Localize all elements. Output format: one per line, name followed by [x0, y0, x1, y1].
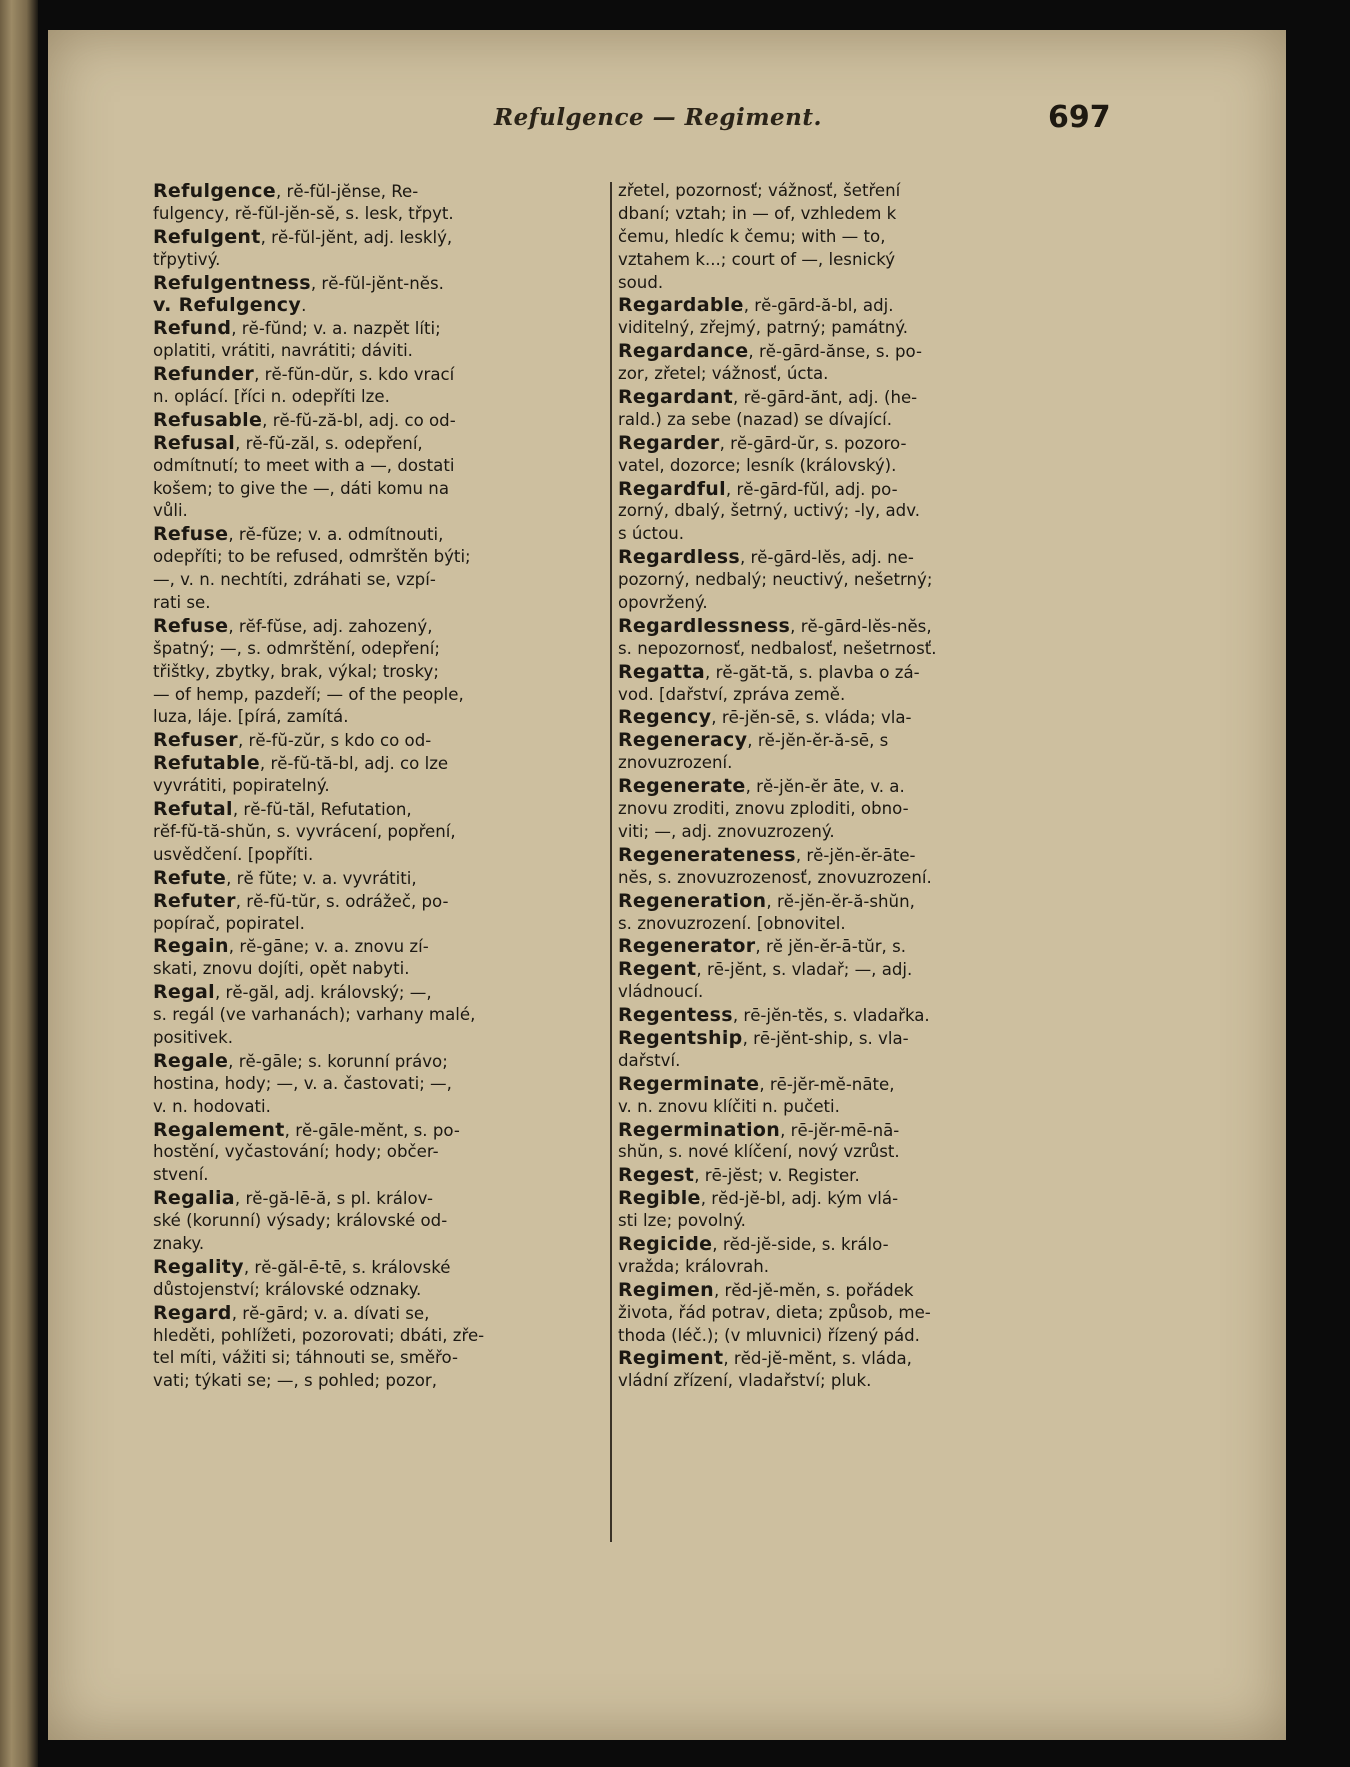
text-line: Regicide, rĕd-jĕ-side, s. králo-	[618, 1232, 889, 1255]
text-line: Regardable, rĕ-gārd-ă-bl, adj.	[618, 294, 894, 317]
text-line: viditelný, zřejmý, patrný; památný.	[618, 318, 909, 338]
text-line: Refutal, rĕ-fŭ-tăl, Refutation,	[153, 798, 412, 821]
text-line: Regenerator, rĕ jĕn-ĕr-ā-tŭr, s.	[618, 935, 907, 958]
text-line: Regiment, rĕd-jĕ-mĕnt, s. vláda,	[618, 1347, 912, 1370]
running-head: Refulgence — Regiment.	[493, 104, 823, 131]
text-line: nĕs, s. znovuzrozenosť, znovuzrození.	[618, 867, 932, 887]
page-header	[48, 100, 1286, 150]
text-line: v. n. hodovati.	[153, 1096, 271, 1116]
text-line: soud.	[618, 272, 664, 292]
text-line: n. oplácí. [říci n. odepříti lze.	[153, 387, 390, 407]
text-line: Refusal, rĕ-fŭ-zăl, s. odepření,	[153, 431, 423, 454]
column-divider	[610, 182, 612, 1542]
text-line: rati se.	[153, 593, 211, 613]
text-line: života, řád potrav, dieta; způsob, me-	[618, 1302, 931, 1322]
text-line: vládnoucí.	[618, 982, 704, 1002]
text-line: hostění, vyčastování; hody; občer-	[153, 1142, 439, 1162]
right-column	[618, 180, 1067, 1393]
text-line: shŭn, s. nové klíčení, nový vzrůst.	[618, 1142, 900, 1162]
text-line: Regardance, rĕ-gārd-ănse, s. po-	[618, 340, 922, 363]
text-line: Regeneracy, rĕ-jĕn-ĕr-ă-sē, s	[618, 729, 889, 752]
text-line: Refutable, rĕ-fŭ-tă-bl, adj. co lze	[153, 752, 449, 775]
text-line: dařství.	[618, 1050, 681, 1070]
text-line: zřetel, pozornosť; vážnosť, šetření	[618, 181, 901, 200]
book-spine-edge	[0, 0, 38, 1767]
text-line: odmítnutí; to meet with a —, dostati	[153, 455, 455, 475]
text-line: znaky.	[153, 1233, 205, 1253]
text-line: Regentess, rē-jĕn-tĕs, s. vladařka.	[618, 1004, 930, 1027]
text-line: znovuzrození.	[618, 753, 733, 773]
text-line: vražda; královrah.	[618, 1256, 770, 1276]
text-line: Regalement, rĕ-gāle-mĕnt, s. po-	[153, 1118, 460, 1141]
text-line: vztahem k...; court of —, lesnický	[618, 249, 896, 269]
text-line: luza, láje. [pírá, zamítá.	[153, 707, 349, 727]
text-line: Refulgent, rĕ-fŭl-jĕnt, adj. lesklý,	[153, 225, 453, 248]
text-line: Regermination, rē-jĕr-mē-nā-	[618, 1118, 900, 1141]
text-line: s úctou.	[618, 524, 685, 544]
text-line: Regeneration, rĕ-jĕn-ĕr-ă-shŭn,	[618, 889, 915, 912]
text-line: — of hemp, pazdeří; — of the people,	[153, 684, 464, 704]
text-line: vatel, dozorce; lesník (královský).	[618, 455, 897, 475]
text-line: rald.) za sebe (nazad) se dívající.	[618, 409, 892, 429]
text-line: špatný; —, s. odmrštění, odepření;	[153, 638, 440, 658]
text-line: vod. [dařství, zpráva země.	[618, 684, 846, 704]
text-line: Refuse, rĕ-fŭze; v. a. odmítnouti,	[153, 523, 444, 546]
text-line: Refuser, rĕ-fŭ-zŭr, s kdo co od-	[153, 729, 432, 752]
text-line: pozorný, nedbalý; neuctivý, nešetrný;	[618, 570, 933, 590]
text-line: Regalia, rĕ-gă-lē-ă, s pl. králov-	[153, 1187, 434, 1210]
text-line: hleděti, pohlížeti, pozorovati; dbáti, zře-	[153, 1325, 485, 1345]
text-line: s. nepozornosť, nedbalosť, nešetrnosť.	[618, 638, 937, 658]
text-line: Regardlessness, rĕ-gārd-lĕs-nĕs,	[618, 614, 932, 637]
text-line: Regain, rĕ-gāne; v. a. znovu zí-	[153, 935, 429, 958]
text-line: rĕf-fŭ-tă-shŭn, s. vyvrácení, popření,	[153, 821, 456, 841]
text-line: tel míti, vážiti si; táhnouti se, směřo-	[153, 1348, 458, 1368]
left-column	[153, 180, 602, 1393]
text-line: Regality, rĕ-găl-ē-tē, s. královské	[153, 1255, 451, 1278]
text-line: Regenerateness, rĕ-jĕn-ĕr-āte-	[618, 843, 916, 866]
text-line: Refund, rĕ-fŭnd; v. a. nazpět líti;	[153, 317, 441, 340]
text-line: Regible, rĕd-jĕ-bl, adj. kým vlá-	[618, 1187, 899, 1210]
text-line: zor, zřetel; vážnosť, úcta.	[618, 364, 829, 384]
text-line: znovu zroditi, znovu zploditi, obno-	[618, 799, 909, 819]
text-line: čemu, hledíc k čemu; with — to,	[618, 226, 886, 246]
text-line: Refuter, rĕ-fŭ-tŭr, s. odrážeč, po-	[153, 889, 449, 912]
text-line: košem; to give the —, dáti komu na	[153, 478, 449, 498]
text-line: stvení.	[153, 1165, 209, 1185]
text-line: Refuse, rĕf-fŭse, adj. zahozený,	[153, 614, 433, 637]
text-line: Regerminate, rē-jĕr-mĕ-nāte,	[618, 1072, 895, 1095]
text-line: Regent, rē-jĕnt, s. vladař; —, adj.	[618, 958, 913, 981]
text-line: Regardless, rĕ-gārd-lĕs, adj. ne-	[618, 546, 914, 569]
text-line: Refulgence, rĕ-fŭl-jĕnse, Re-	[153, 180, 419, 202]
text-line: usvědčení. [popříti.	[153, 844, 314, 864]
text-line: positivek.	[153, 1027, 233, 1047]
text-line: Regentship, rē-jĕnt-ship, s. vla-	[618, 1026, 909, 1049]
text-line: ské (korunní) výsady; královské od-	[153, 1211, 448, 1231]
text-line: opovržený.	[618, 593, 708, 613]
text-line: Regale, rĕ-gāle; s. korunní právo;	[153, 1049, 448, 1072]
page-number: 697	[1048, 100, 1111, 135]
text-line: Regardful, rĕ-gārd-fŭl, adj. po-	[618, 477, 898, 500]
text-line: vati; týkati se; —, s pohled; pozor,	[153, 1371, 438, 1391]
text-line: Regal, rĕ-găl, adj. královský; —,	[153, 981, 432, 1004]
text-line: sti lze; povolný.	[618, 1211, 746, 1231]
text-line: zorný, dbalý, šetrný, uctivý; -ly, adv.	[618, 501, 921, 521]
text-line: Regard, rĕ-gārd; v. a. dívati se,	[153, 1301, 430, 1324]
text-line: hostina, hody; —, v. a. častovati; —,	[153, 1073, 452, 1093]
text-line: v. n. znovu klíčiti n. pučeti.	[618, 1096, 840, 1116]
text-line: Regarder, rĕ-gārd-ŭr, s. pozoro-	[618, 431, 907, 454]
text-line: Regardant, rĕ-gārd-ănt, adj. (he-	[618, 386, 918, 409]
text-line: Regenerate, rĕ-jĕn-ĕr āte, v. a.	[618, 775, 905, 798]
text-line: s. regál (ve varhanách); varhany malé,	[153, 1005, 476, 1025]
text-line: Regimen, rĕd-jĕ-mĕn, s. pořádek	[618, 1278, 914, 1301]
text-line: vyvrátiti, popiratelný.	[153, 776, 330, 796]
text-line: Refusable, rĕ-fŭ-ză-bl, adj. co od-	[153, 408, 456, 431]
text-line: Regency, rē-jĕn-sē, s. vláda; vla-	[618, 706, 912, 729]
text-line: oplatiti, vrátiti, navrátiti; dáviti.	[153, 341, 413, 361]
text-line: viti; —, adj. znovuzrozený.	[618, 821, 835, 841]
text-line: vůli.	[153, 501, 188, 521]
text-line: odepříti; to be refused, odmrštěn býti;	[153, 547, 471, 567]
text-line: třištky, zbytky, brak, výkal; trosky;	[153, 661, 439, 681]
text-line: Regatta, rĕ-găt-tă, s. plavba o zá-	[618, 660, 920, 683]
text-line: dbaní; vztah; in — of, vzhledem k	[618, 203, 897, 223]
text-line: třpytivý.	[153, 249, 221, 269]
text-line: v. Refulgency.	[153, 294, 307, 317]
dictionary-page	[48, 30, 1286, 1740]
text-line: Refunder, rĕ-fŭn-dŭr, s. kdo vrací	[153, 363, 455, 386]
text-line: fulgency, rĕ-fŭl-jĕn-sĕ, s. lesk, třpyt.	[153, 203, 454, 223]
text-line: důstojenství; královské odznaky.	[153, 1279, 422, 1299]
text-line: —, v. n. nechtíti, zdráhati se, vzpí-	[153, 570, 436, 590]
text-line: Regest, rē-jĕst; v. Register.	[618, 1164, 860, 1187]
text-line: skati, znovu dojíti, opět nabyti.	[153, 959, 410, 979]
text-line: vládní zřízení, vladařství; pluk.	[618, 1371, 872, 1391]
text-line: s. znovuzrození. [obnovitel.	[618, 913, 846, 933]
text-line: Refute, rĕ fŭte; v. a. vyvrátiti,	[153, 866, 417, 889]
text-line: Refulgentness, rĕ-fŭl-jĕnt-nĕs.	[153, 271, 444, 294]
text-line: popírač, popiratel.	[153, 913, 305, 933]
text-line: thoda (léč.); (v mluvnici) řízený pád.	[618, 1325, 920, 1345]
